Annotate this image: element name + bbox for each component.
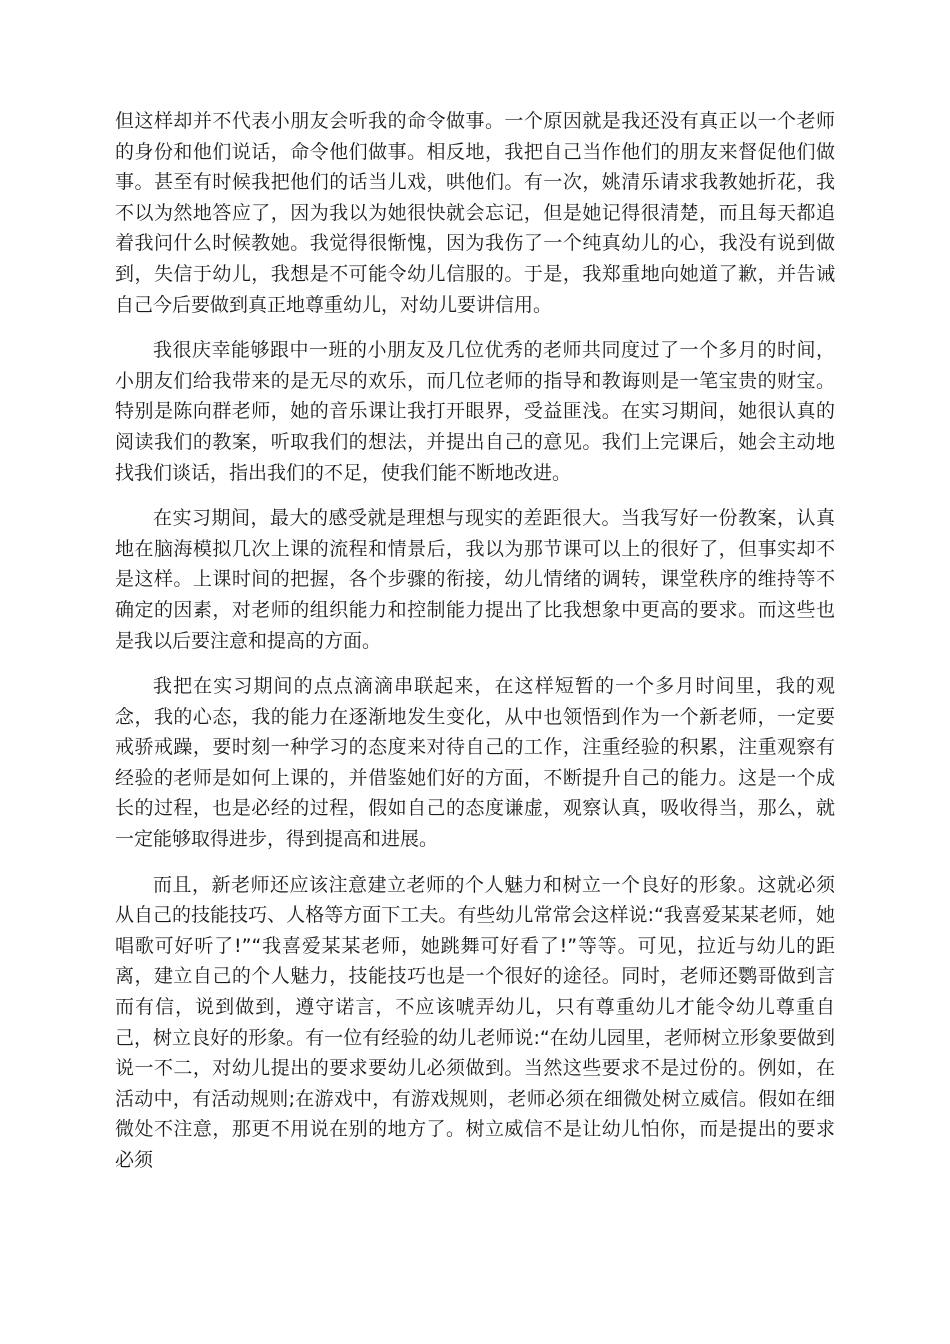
paragraph-2: 我很庆幸能够跟中一班的小朋友及几位优秀的老师共同度过了一个多月的时间，小朋友们给我带来的是无尽的欢乐，而几位老师的指导和教诲则是一笔宝贵的财宝。特别是陈向群老师，她的音乐课让我打开眼界，受益匪浅。在实习期间，她很认真的阅读我们的教案，听取我们的想法，并提出自己的意见。我们上完课后，她会主动地找我们谈话，指出我们的不足，使我们能不断地改进。 (115, 339, 835, 484)
paragraph-3: 在实习期间，最大的感受就是理想与现实的差距很大。当我写好一份教案，认真地在脑海模拟几次上课的流程和情景后，我以为那节课可以上的很好了，但事实却不是这样。上课时间的把握，各个步骤的衔接，幼儿情绪的调转，课堂秩序的维持等不确定的因素，对老师的组织能力和控制能力提出了比我想象中更高的要求。而这些也是我以后要注意和提高的方面。 (115, 507, 835, 652)
paragraph-1: 但这样却并不代表小朋友会听我的命令做事。一个原因就是我还没有真正以一个老师的身份和他们说话，命令他们做事。相反地，我把自己当作他们的朋友来督促他们做事。甚至有时候我把他们的话当儿戏，哄他们。有一次，姚清乐请求我教她折花，我不以为然地答应了，因为我以为她很快就会忘记，但是她记得很清楚，而且每天都追着我问什么时候教她。我觉得很惭愧，因为我伤了一个纯真幼儿的心，我没有说到做到，失信于幼儿，我想是不可能令幼儿信服的。于是，我郑重地向她道了歉，并告诫自己今后要做到真正地尊重幼儿，对幼儿要讲信用。 (115, 110, 835, 316)
document-page (115, 106, 835, 1191)
paragraph-5: 而且，新老师还应该注意建立老师的个人魅力和树立一个良好的形象。这就必须从自己的技能技巧、人格等方面下工夫。有些幼儿常常会这样说:“我喜爱某某老师，她唱歌可好听了!”“我喜爱某某老师，她跳舞可好看了!”等等。可见，拉近与幼儿的距离，建立自己的个人魅力，技能技巧也是一个很好的途径。同时，老师还鹦哥做到言而有信，说到做到，遵守诺言，不应该唬弄幼儿，只有尊重幼儿才能令幼儿尊重自己，树立良好的形象。有一位有经验的幼儿老师说:“在幼儿园里，老师树立形象要做到说一不二，对幼儿提出的要求要幼儿必须做到。当然这些要求不是过份的。例如，在活动中，有活动规则;在游戏中，有游戏规则，老师必须在细微处树立威信。假如在细微处不注意，那更不用说在别的地方了。树立威信不是让幼儿怕你，而是提出的要求必须 (115, 873, 835, 1171)
paragraph-4: 我把在实习期间的点点滴滴串联起来，在这样短暂的一个多月时间里，我的观念，我的心态，我的能力在逐渐地发生变化，从中也领悟到作为一个新老师，一定要戒骄戒躁，要时刻一种学习的态度来对待自己的工作，注重经验的积累，注重观察有经验的老师是如何上课的，并借鉴她们好的方面，不断提升自己的能力。这是一个成长的过程，也是必经的过程，假如自己的态度谦虚，观察认真，吸收得当，那么，就一定能够取得进步，得到提高和进展。 (115, 675, 835, 851)
